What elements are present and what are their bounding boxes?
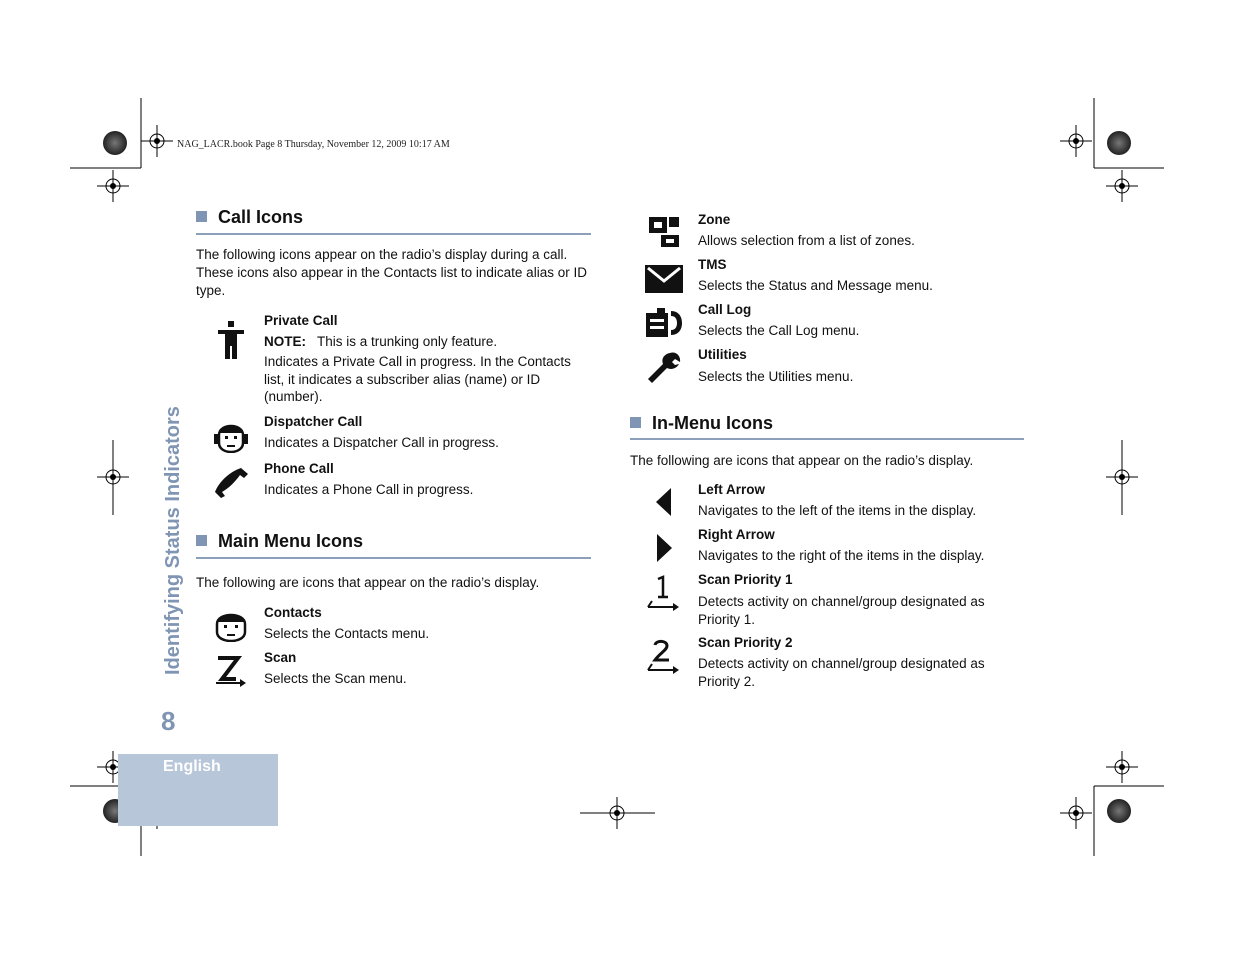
call-icons-heading: Call Icons: [196, 207, 303, 228]
contacts-desc: Selects the Contacts menu.: [264, 626, 430, 641]
vertical-section-title: Identifying Status Indicators: [162, 406, 184, 675]
zone-title: Zone: [698, 212, 731, 227]
page-number: 8: [161, 706, 176, 736]
dispatcher-call-icon: [213, 419, 249, 453]
private-call-desc: Indicates a Private Call in progress. In the Contacts list, it indicates a subscriber alias (name) or ID (number).: [264, 354, 571, 404]
scan-desc: Selects the Scan menu.: [264, 671, 407, 686]
right-arrow-desc: Navigates to the right of the items in the display.: [698, 548, 985, 563]
phone-call-desc: Indicates a Phone Call in progress.: [264, 482, 474, 497]
call-icons-intro: The following icons appear on the radio’s display during a call. These icons also appear in the Contacts list to indicate alias or ID type.: [196, 247, 587, 298]
right-arrow-icon: [654, 533, 674, 563]
tms-title: TMS: [698, 257, 727, 272]
section-rule: [196, 233, 591, 235]
zone-icon: [647, 215, 683, 249]
right-arrow-title: Right Arrow: [698, 527, 775, 542]
scan-priority-1-desc: Detects activity on channel/group designated as Priority 1.: [698, 594, 985, 627]
main-menu-icons-heading: Main Menu Icons: [196, 531, 363, 552]
call-log-title: Call Log: [698, 302, 752, 317]
scan-priority-2-icon: [646, 638, 682, 674]
scan-priority-1-icon: [646, 575, 682, 611]
left-arrow-icon: [654, 487, 674, 517]
scan-priority-2-desc: Detects activity on channel/group designated as Priority 2.: [698, 656, 985, 689]
private-call-icon: [216, 321, 246, 361]
contacts-icon: [213, 608, 249, 642]
contacts-title: Contacts: [264, 605, 322, 620]
call-log-icon: [645, 307, 683, 339]
zone-desc: Allows selection from a list of zones.: [698, 233, 915, 248]
dispatcher-call-desc: Indicates a Dispatcher Call in progress.: [264, 435, 499, 450]
scan-priority-1-title: Scan Priority 1: [698, 572, 793, 587]
left-arrow-title: Left Arrow: [698, 482, 765, 497]
section-rule: [196, 557, 591, 559]
main-menu-intro: The following are icons that appear on the radio’s display.: [196, 575, 540, 590]
tms-desc: Selects the Status and Message menu.: [698, 278, 933, 293]
utilities-icon: [646, 351, 682, 385]
scan-priority-2-title: Scan Priority 2: [698, 635, 793, 650]
dispatcher-call-title: Dispatcher Call: [264, 414, 363, 429]
phone-call-title: Phone Call: [264, 461, 334, 476]
left-arrow-desc: Navigates to the left of the items in the display.: [698, 503, 977, 518]
section-rule: [630, 438, 1024, 440]
language-tab-label: English: [163, 758, 221, 775]
scan-icon: [214, 655, 250, 687]
tms-icon: [645, 265, 683, 293]
utilities-desc: Selects the Utilities menu.: [698, 369, 854, 384]
private-call-title: Private Call: [264, 313, 338, 328]
phone-call-icon: [213, 466, 249, 498]
private-call-note: NOTE: This is a trunking only feature.: [264, 334, 498, 349]
print-header: NAG_LACR.book Page 8 Thursday, November 12, 2009 10:17 AM: [177, 139, 450, 150]
in-menu-intro: The following are icons that appear on the radio’s display.: [630, 453, 974, 468]
scan-title: Scan: [264, 650, 297, 665]
in-menu-icons-heading: In-Menu Icons: [630, 413, 773, 434]
call-log-desc: Selects the Call Log menu.: [698, 323, 860, 338]
utilities-title: Utilities: [698, 347, 747, 362]
